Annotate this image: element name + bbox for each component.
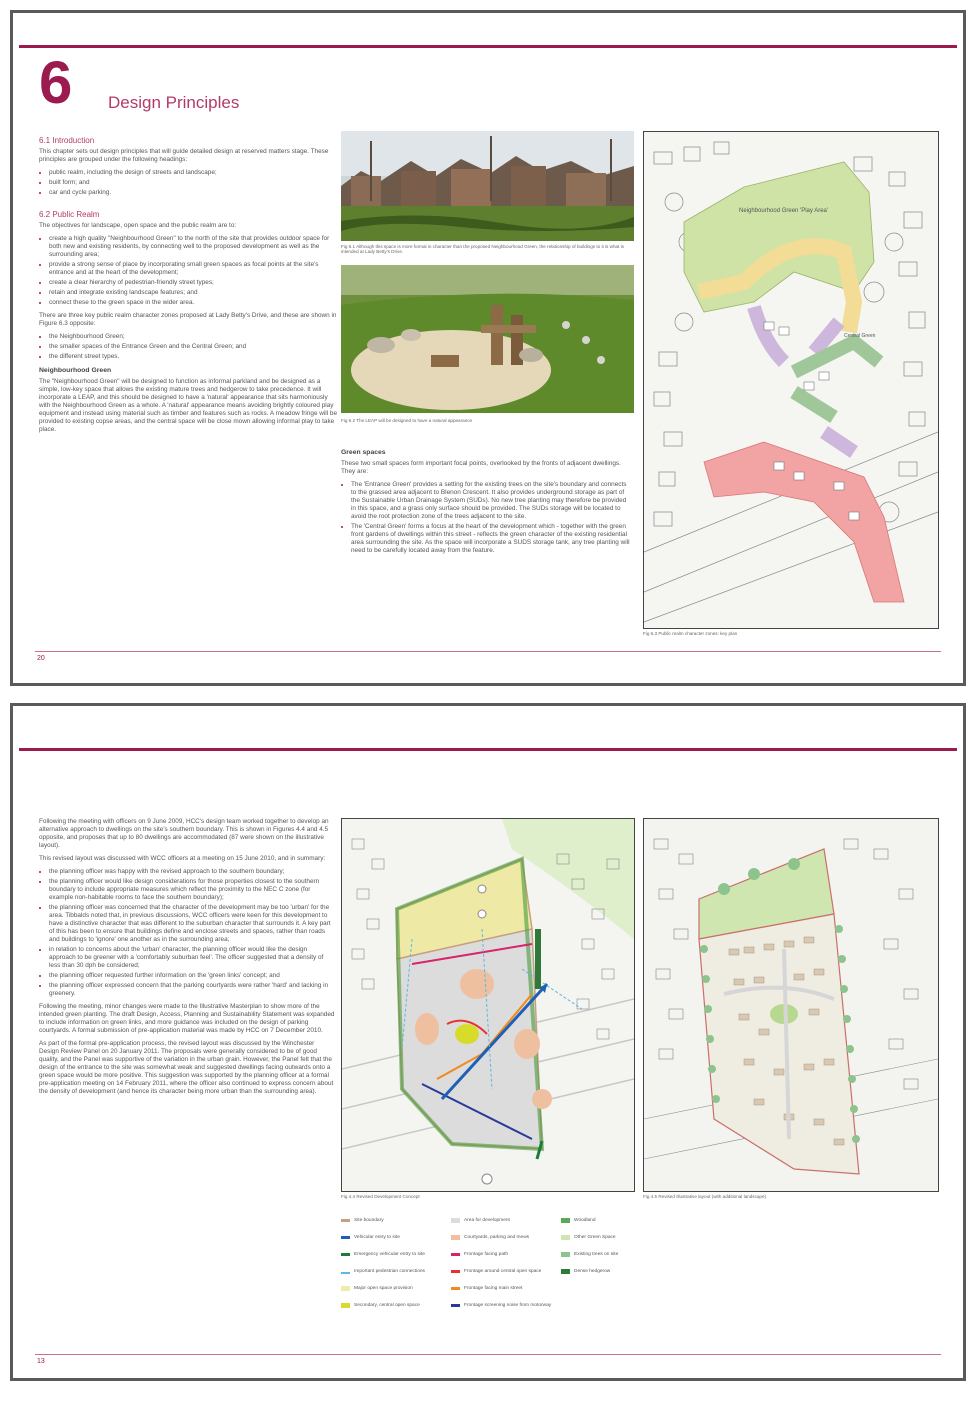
list-item: • The 'Central Green' forms a focus at the heart of the development which - together with the green front gardens of dwellings within this street - reflects the green character of the existing residential area surrounding the site. As the space will incorporate a SUDS storage tank, any tree planting will need to be carefully located away from the feature. bbox=[351, 523, 631, 555]
fig45-caption: Fig 4.5 Revised Illustrative layout (with additional landscape) bbox=[643, 1194, 767, 1199]
legend-label: Existing trees on site bbox=[574, 1252, 619, 1257]
legend-label: Frontage around central open space bbox=[464, 1269, 542, 1274]
list-item: • the planning officer expressed concern that the parking courtyards were rather 'hard' and lacking in greenery. bbox=[49, 982, 335, 998]
list-item: • public realm, including the design of streets and landscape; bbox=[49, 169, 339, 177]
character-zone-list bbox=[39, 333, 339, 361]
legend-label: Woodland bbox=[574, 1218, 596, 1223]
legend-item bbox=[341, 1286, 451, 1292]
legend-item bbox=[341, 1218, 451, 1224]
fig44-caption: Fig 4.4 Revised Development Concept bbox=[341, 1194, 420, 1199]
list-item: • car and cycle parking. bbox=[49, 189, 339, 197]
legend-label: Secondary, central open space bbox=[354, 1303, 420, 1308]
legend-swatch bbox=[341, 1286, 350, 1291]
photo1-caption: Fig 6.1 Although this space is more formal in character than the proposed Neighbourhood Green, the relationship of buildings to it is what is intended at Lady Betty's Drive. bbox=[341, 244, 624, 255]
list-item: • the smaller spaces of the Entrance Green and the Central Green; and bbox=[49, 343, 339, 351]
legend-swatch bbox=[561, 1269, 570, 1274]
legend-item bbox=[561, 1235, 671, 1241]
green-spaces-list bbox=[341, 481, 631, 555]
document-page-2 bbox=[10, 703, 966, 1381]
legend-item bbox=[561, 1218, 671, 1224]
photo-street-green bbox=[341, 131, 634, 241]
chapter-title: Design Principles bbox=[108, 93, 240, 112]
legend-swatch bbox=[451, 1270, 460, 1273]
legend-label: Area for development bbox=[464, 1218, 510, 1223]
legend-item bbox=[341, 1252, 451, 1258]
revised-illustrative-layout-map bbox=[643, 818, 939, 1192]
legend-label: Courtyards, parking and mews bbox=[464, 1235, 530, 1240]
paragraph: Following the meeting, minor changes were made to the Illustrative Masterplan to show more of the intended green planting. The draft Design, Access, Planning and Sustainability Statement was expanded to include information on green links, and more guidance was included on the design of parking courtyards. A formal submission of pre-application material was made by HCC on 7 December 2010. bbox=[39, 1003, 335, 1034]
legend-swatch bbox=[451, 1304, 460, 1307]
legend-swatch bbox=[451, 1253, 460, 1256]
list-item: • the different street types. bbox=[49, 353, 339, 361]
legend-label: Important pedestrian connections bbox=[354, 1269, 425, 1274]
list-item: • built form; and bbox=[49, 179, 339, 187]
footer-rule bbox=[35, 651, 941, 652]
list-item: • the planning officer requested further information on the 'green links' concept; and bbox=[49, 972, 335, 980]
header-rule bbox=[19, 748, 957, 751]
paragraph: As part of the formal pre-application process, the revised layout was discussed by the Winchester Design Review Panel on 20 January 2011. The proposals were generally considered to be of good quality, and the Panel was supportive of the variation in the urban grain. However, the Panel felt that the design of the entrance to the site was somewhat weak and suggested dwellings facing outwards onto a green space would be more positive. This suggestion was supported by the planning officer at a formal pre-application meeting on 14 February 2011, where the officer also continued to express concern about the density of development (and hence its character being more urban than the surrounding area). bbox=[39, 1040, 334, 1095]
public-realm-text-2: There are three key public realm character zones proposed at Lady Betty's Drive, and these are shown in Figure 6.3 opposite: bbox=[39, 312, 337, 327]
legend-item bbox=[561, 1252, 671, 1258]
legend-item bbox=[341, 1269, 451, 1275]
legend-item bbox=[451, 1286, 561, 1292]
legend-item bbox=[341, 1303, 451, 1309]
intro-list bbox=[39, 169, 339, 197]
legend-item bbox=[451, 1235, 561, 1241]
legend-label: Dense hedgerow bbox=[574, 1269, 611, 1274]
header-rule bbox=[19, 45, 957, 48]
meeting-summary-list bbox=[39, 868, 335, 998]
legend-swatch bbox=[561, 1218, 570, 1223]
green-spaces-text: These two small spaces form important focal points, overlooked by the fronts of adjacent dwellings. They are: bbox=[341, 460, 621, 475]
public-realm-list bbox=[39, 235, 339, 307]
list-item: • create a clear hierarchy of pedestrian-friendly street types; bbox=[49, 279, 339, 287]
legend-label: Emergency vehicular entry to site bbox=[354, 1252, 425, 1257]
photo2-caption: Fig 6.2 The LEAP will be designed to have a natural appearance bbox=[341, 418, 473, 423]
intro-heading: 6.1 Introduction bbox=[39, 136, 95, 145]
page-number: 13 bbox=[37, 1358, 45, 1365]
paragraph: Following the meeting with officers on 9 June 2009, HCC's design team worked together to develop an alternative approach to dwellings on the site's southern boundary. This is shown in Figures 4.4 and 4.5 opposite, and proposes that up to 80 dwellings are accommodated (87 were shown on the illustrative layout). bbox=[39, 818, 329, 849]
list-item: • in relation to concerns about the 'urban' character, the planning officer would like the design approach to be greener with a 'comfortably suburban feel'. The officer suggested that a density of less than 30 dph be considered; bbox=[49, 946, 335, 970]
legend-label: Site boundary bbox=[354, 1218, 384, 1223]
legend-swatch bbox=[341, 1219, 350, 1222]
map-label-central-green: Central Green bbox=[844, 333, 876, 339]
legend-swatch bbox=[341, 1272, 350, 1274]
list-item: • provide a strong sense of place by incorporating small green spaces as focal points at the site's entrance and at the heart of the development; bbox=[49, 261, 339, 277]
green-spaces-heading: Green spaces bbox=[341, 449, 386, 456]
left-text-column bbox=[39, 131, 339, 439]
legend-swatch bbox=[561, 1252, 570, 1257]
list-item: • create a high quality "Neighbourhood Green" to the north of the site that provides outdoor space for both new and existing residents, by connecting well to the proposed development as well as the surrounding area; bbox=[49, 235, 339, 259]
legend-item bbox=[451, 1269, 561, 1275]
legend-swatch bbox=[341, 1236, 350, 1239]
list-item: • retain and integrate existing landscape features; and bbox=[49, 289, 339, 297]
legend-item bbox=[451, 1218, 561, 1224]
list-item: • the planning officer was concerned that the character of the development may be too 'urban' for the area. Tibbalds noted that, in previous discussions, WCC officers were keen for this development to have a distinctive character that was different to the suburban character that surrounds it. A key part of this has been to ensure that buildings define and enclose streets and spaces, rather than roads and buildings to 'ignore' one another as in the surrounding area; bbox=[49, 904, 335, 944]
public-realm-key-plan bbox=[643, 131, 939, 629]
legend-item bbox=[451, 1303, 561, 1309]
legend-label: Major open space provision bbox=[354, 1286, 413, 1291]
map-label-neighbourhood-green: Neighbourhood Green 'Play Area' bbox=[739, 208, 829, 214]
list-item: • The 'Entrance Green' provides a setting for the existing trees on the site's boundary and connects to the grassed area adjacent to Blenon Crescent. It also provides underground storage as part of the Sustainable Urban Drainage System (SUDs). No new tree planting may therefore be provided in this space, and a grass only surface should be provided. The SUDs storage will be located to avoid the root protection zone of the trees adjacent to the site. bbox=[351, 481, 631, 521]
legend-swatch bbox=[451, 1287, 460, 1290]
paragraph: This revised layout was discussed with WCC officers at a meeting on 15 June 2010, and in summary: bbox=[39, 855, 326, 862]
map-caption: Fig 6.3 Public realm character zones: key plan bbox=[643, 631, 738, 636]
legend-swatch bbox=[341, 1253, 350, 1256]
legend-label: Frontage facing main street bbox=[464, 1286, 523, 1291]
list-item: • the planning officer would like design considerations for those properties closest to the southern boundary to include appropriate measures which reflect the proximity to the NEC C zone (for example non-habitable rooms to face the southern boundary); bbox=[49, 878, 335, 902]
legend-swatch bbox=[451, 1218, 460, 1223]
chapter-number: 6 bbox=[39, 49, 73, 116]
legend-label: Other Green Space bbox=[574, 1235, 616, 1240]
intro-text: This chapter sets out design principles that will guide detailed design at reserved matters stage. These principles are grouped under the following headings: bbox=[39, 148, 329, 163]
legend-label: Frontage screening noise from motorway bbox=[464, 1303, 552, 1308]
legend-item bbox=[341, 1235, 451, 1241]
document-page-1 bbox=[10, 10, 966, 686]
map-legend bbox=[341, 1218, 937, 1338]
page-number: 20 bbox=[37, 655, 45, 662]
revised-development-concept-map bbox=[341, 818, 635, 1192]
neighbourhood-green-text: The "Neighbourhood Green" will be designed to function as informal parkland and be designed as a simple, low-key space that allows the existing mature trees and hedgerow to take precedence. It will incorporate a LEAP, and this should be designed to have a 'natural' appearance that sits harmoniously with the Neighbourhood Green as a whole. A 'natural' appearance means avoiding brightly coloured play equipment and instead using material such as timber and features such as rocks. A meadow fringe will be provided to existing copse areas, and the central space will be close mown allowing informal play to take place. bbox=[39, 378, 338, 433]
legend-swatch bbox=[561, 1235, 570, 1240]
legend-swatch bbox=[451, 1235, 460, 1240]
text-column bbox=[39, 818, 335, 1101]
neighbourhood-green-heading: Neighbourhood Green bbox=[39, 367, 112, 374]
list-item: • connect these to the green space in the wider area. bbox=[49, 299, 339, 307]
public-realm-heading: 6.2 Public Realm bbox=[39, 210, 100, 219]
footer-rule bbox=[35, 1354, 941, 1355]
list-item: • the Neighbourhood Green; bbox=[49, 333, 339, 341]
legend-item bbox=[561, 1269, 671, 1275]
legend-label: Frontage facing path bbox=[464, 1252, 509, 1257]
list-item: • the planning officer was happy with the revised approach to the southern boundary; bbox=[49, 868, 335, 876]
legend-label: Vehicular entry to site bbox=[354, 1235, 400, 1240]
public-realm-text: The objectives for landscape, open space and the public realm are to: bbox=[39, 222, 237, 229]
legend-item bbox=[451, 1252, 561, 1258]
legend-swatch bbox=[341, 1303, 350, 1308]
photo-play-area bbox=[341, 265, 634, 413]
middle-text-column bbox=[341, 443, 631, 560]
